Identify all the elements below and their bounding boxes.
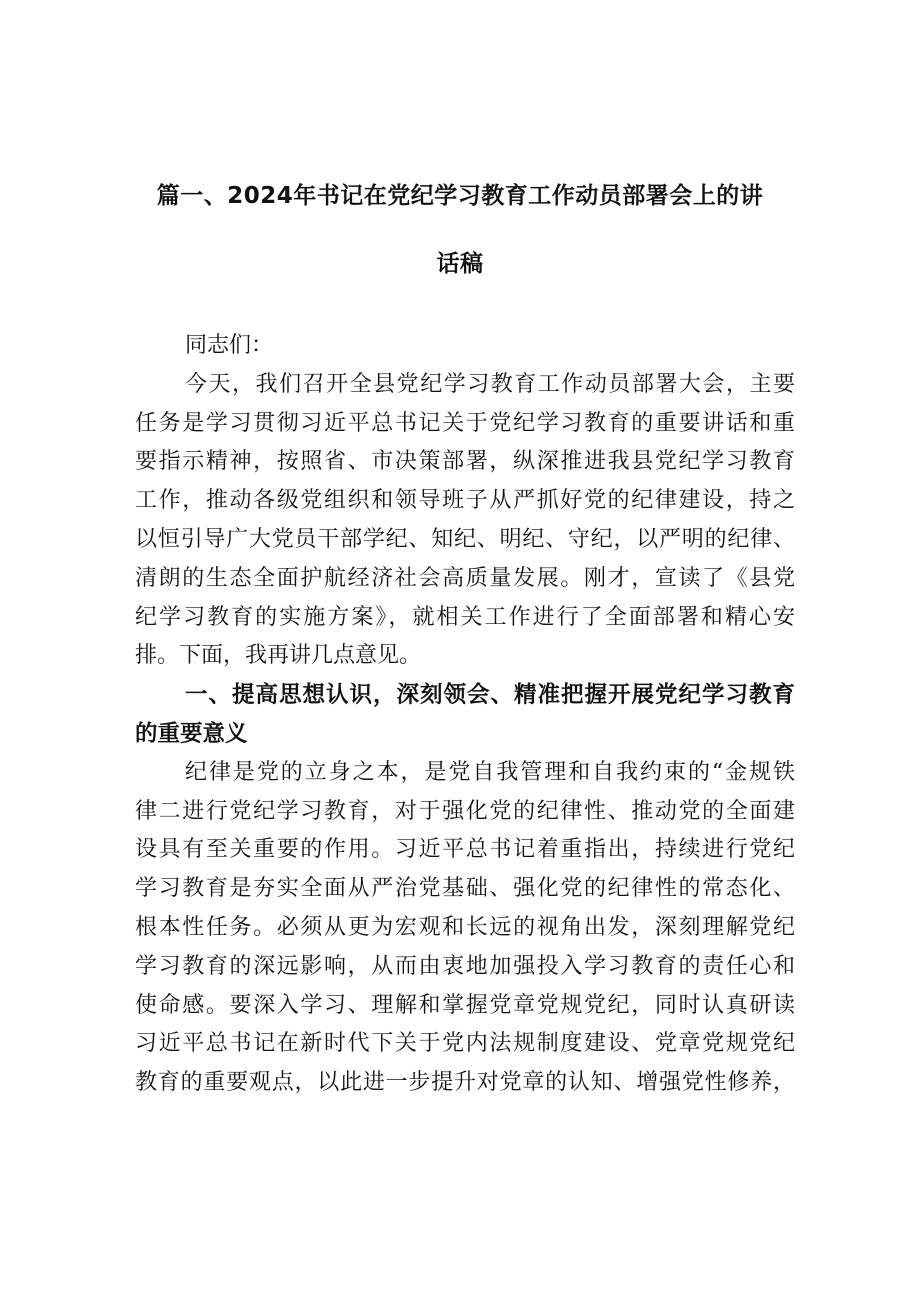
heading-line: 的重要意义 (135, 720, 248, 747)
paragraph-line: 使命感。要深入学习、理解和掌握党章党规党纪，同时认真研读 (135, 992, 795, 1018)
paragraph-line: 任务是学习贯彻习近平总书记关于党纪学习教育的重要讲话和重 (135, 410, 795, 436)
heading-line: 一、提高思想认识，深刻领会、精准把握开展党纪学习教育 (185, 682, 795, 709)
paragraph-line: 纪律是党的立身之本，是党自我管理和自我约束的“金规铁 (185, 759, 795, 785)
paragraph-line: 纪学习教育的实施方案》，就相关工作进行了全面部署和精心安 (135, 604, 795, 630)
paragraph-line: 设具有至关重要的作用。习近平总书记着重指出，持续进行党纪 (135, 837, 795, 863)
paragraph-2 (135, 754, 795, 1103)
paragraph-line: 习近平总书记在新时代下关于党内法规制度建设、党章党规党纪 (135, 1031, 795, 1057)
paragraph-line: 根本性任务。必须从更为宏观和长远的视角出发，深刻理解党纪 (135, 914, 795, 940)
paragraph-1 (135, 366, 795, 676)
paragraph-line: 要指示精神，按照省、市决策部署，纵深推进我县党纪学习教育 (135, 449, 795, 475)
paragraph-line: 排。下面，我再讲几点意见。 (135, 643, 422, 669)
paragraph-line: 学习教育是夯实全面从严治党基础、强化党的纪律性的常态化、 (135, 876, 795, 902)
section-1-heading (135, 676, 795, 754)
paragraph-line: 学习教育的深远影响，从而由衷地加强投入学习教育的责任心和 (135, 953, 795, 979)
document-title (130, 162, 790, 298)
salutation: 同志们： (185, 333, 274, 358)
paragraph-line: 今天，我们召开全县党纪学习教育工作动员部署大会，主要 (185, 371, 795, 397)
paragraph-line: 教育的重要观点，以此进一步提升对党章的认知、增强党性修养， (135, 1070, 795, 1096)
paragraph-line: 以恒引导广大党员干部学纪、知纪、明纪、守纪，以严明的纪律、 (135, 526, 795, 552)
paragraph-line: 律二进行党纪学习教育，对于强化党的纪律性、推动党的全面建 (135, 798, 795, 824)
paragraph-line: 清朗的生态全面护航经济社会高质量发展。刚才，宣读了《县党 (135, 565, 795, 591)
document-body (135, 327, 795, 1103)
title-line-2: 话稿 (436, 251, 484, 277)
paragraph-line: 工作，推动各级党组织和领导班子从严抓好党的纪律建设，持之 (135, 488, 795, 514)
title-line-1: 篇一、2024年书记在党纪学习教育工作动员部署会上的讲 (156, 183, 764, 209)
